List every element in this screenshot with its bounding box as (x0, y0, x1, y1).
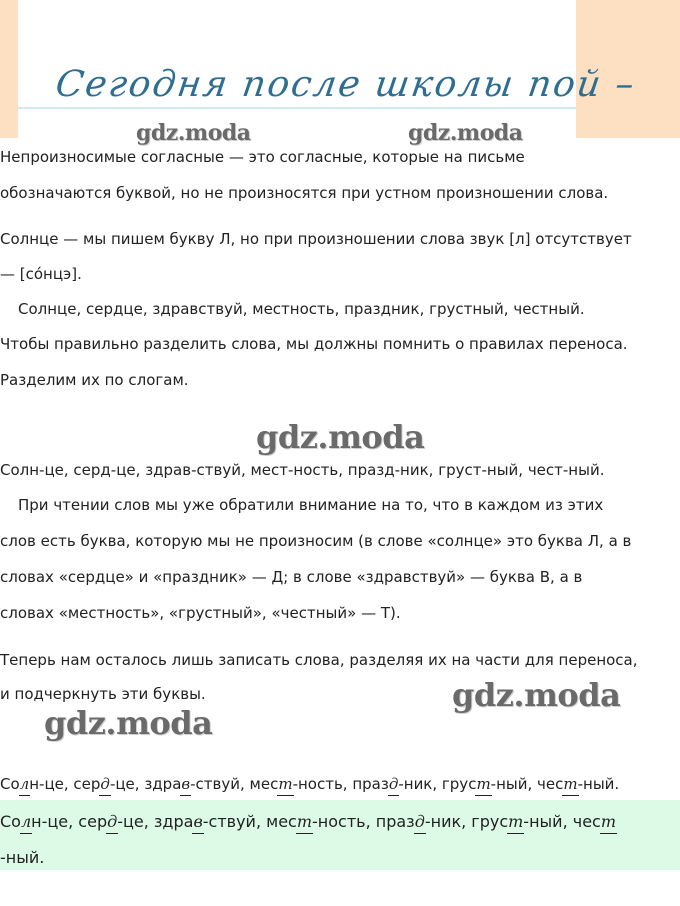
header-banner (0, 0, 680, 138)
watermark: gdz.moda (136, 120, 251, 146)
banner-rule (18, 107, 576, 109)
paragraph: Чтобы правильно разделить слова, мы должны помнить о правилах переноса. (0, 335, 628, 353)
watermark: gdz.moda (44, 704, 213, 742)
banner-left-strip (0, 0, 18, 138)
answer-line-highlighted-end: -ный. (0, 848, 45, 867)
paragraph: и подчеркнуть эти буквы. (0, 685, 206, 703)
answer-line: Солн-це, серд-це, здрав-ствуй, мест-ность, празд-ник, груст-ный, чест-ный. (0, 775, 620, 793)
paragraph: обозначаются буквой, но не произносятся при устном произношении слова. (0, 184, 609, 202)
paragraph: Солн-це, серд-це, здрав-ствуй, мест-ность, празд-ник, груст-ный, чест-ный. (0, 461, 605, 479)
paragraph: словах «сердце» и «праздник» — Д; в слове «здравствуй» — буква В, а в (0, 568, 583, 586)
paragraph: Непроизносимые согласные — это согласные, которые на письме (0, 148, 525, 166)
handwriting-title: Сегодня после школы пой – (53, 64, 639, 105)
paragraph: Теперь нам осталось лишь записать слова, разделяя их на части для переноса, (0, 651, 638, 669)
watermark: gdz.moda (408, 120, 523, 146)
paragraph: Солнце, сердце, здравствуй, местность, праздник, грустный, честный. (18, 300, 585, 318)
paragraph: Разделим их по слогам. (0, 371, 189, 389)
paragraph: Солнце — мы пишем букву Л, но при произношении слова звук [л] отсутствует (0, 230, 632, 248)
paragraph: слов есть буква, которую мы не произносим (в слове «солнце» это буква Л, а в (0, 532, 632, 550)
paragraph: словах «местность», «грустный», «честный» — Т). (0, 604, 401, 622)
highlighted-answer (0, 800, 680, 870)
paragraph: При чтении слов мы уже обратили внимание на то, что в каждом из этих (18, 496, 604, 514)
watermark: gdz.moda (256, 418, 425, 456)
answer-line-highlighted: Солн-це, серд-це, здрав-ствуй, мест-ность, празд-ник, груст-ный, чест (0, 812, 616, 831)
watermark: gdz.moda (452, 676, 621, 714)
paragraph: — [со́нцэ]. (0, 265, 82, 283)
